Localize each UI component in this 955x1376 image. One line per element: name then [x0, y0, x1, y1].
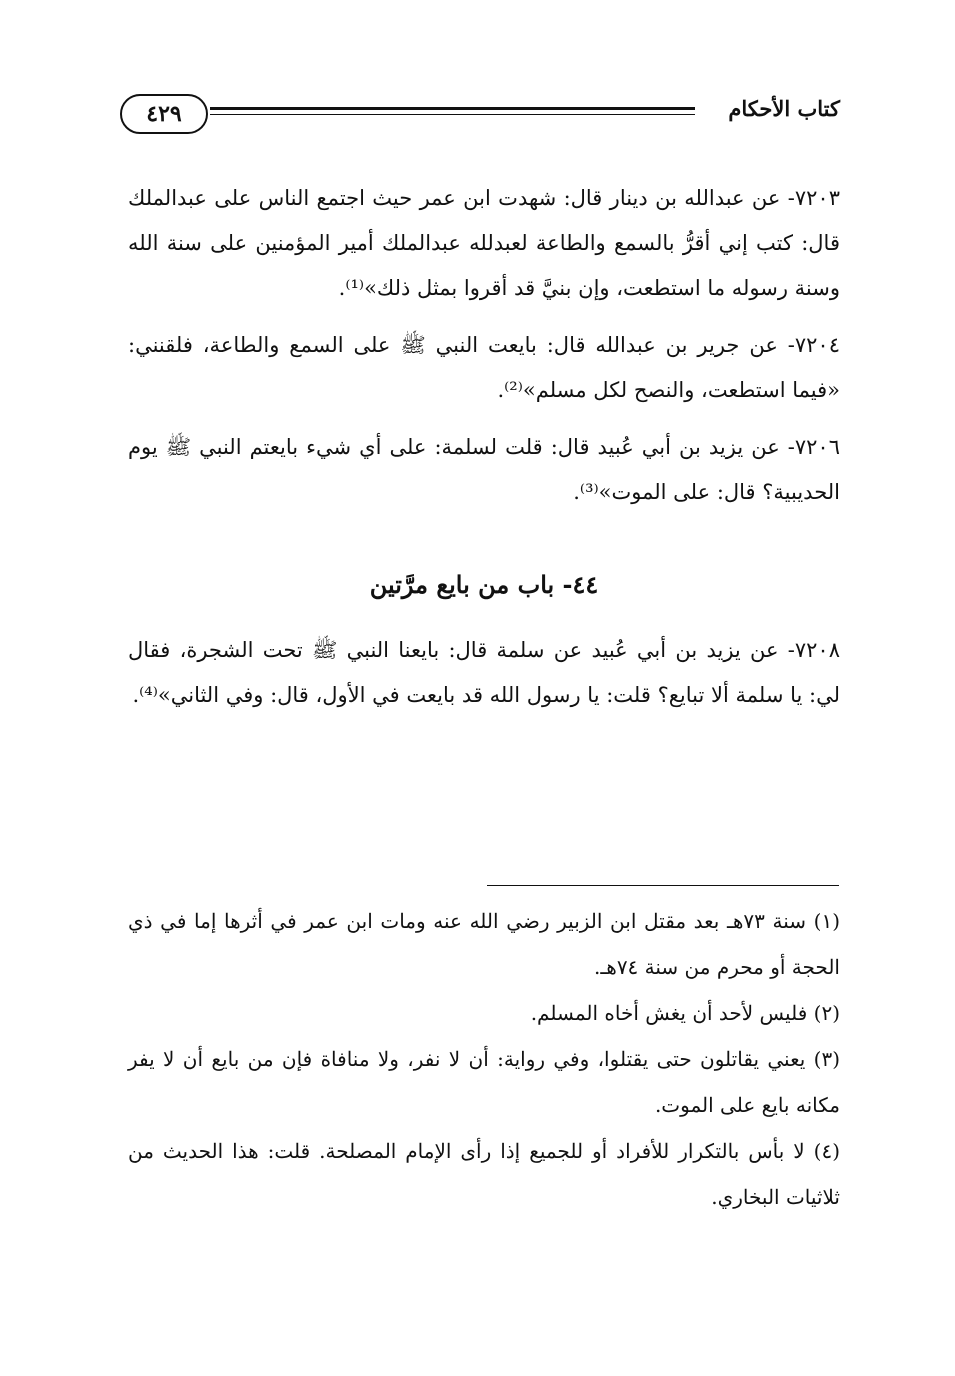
footnote-2: (٢) فليس لأحد أن يغش أخاه المسلم.: [530, 1001, 840, 1025]
footnote-4: (٤) لا بأس بالتكرار للأفراد أو للجميع إذا رأى الإمام المصلحة. قلت: هذا الحديث من ثلاثيات البخاري.: [128, 1139, 840, 1209]
hadith-7208: ٧٢٠٨- عن يزيد بن أبي عُبيد عن سلمة قال: بايعنا النبي ﷺ تحت الشجرة، فقال لي: يا سلمة ألا تبايع؟ قلت: يا رسول الله قد بايعت في الأول، قال: وفي الثاني»⁽⁴⁾.: [128, 638, 840, 707]
header-rule-thin: [210, 114, 695, 115]
chapter-title: ٤٤- باب من بايع مرَّتين: [369, 570, 599, 599]
footnote-divider: [487, 885, 839, 886]
footnotes: [128, 898, 840, 1220]
hadith-7206: ٧٢٠٦- عن يزيد بن أبي عُبيد قال: قلت لسلمة: على أي شيء بايعتم النبي ﷺ يوم الحديبية؟ قال: على الموت»⁽³⁾.: [128, 435, 840, 504]
footnote-3: (٣) يعني يقاتلون حتى يقتلوا، وفي رواية: أن لا نفر، ولا منافاة فإن من بايع أن لا يفر مكانه بايع على الموت.: [128, 1047, 840, 1117]
hadith-7204: ٧٢٠٤- عن جرير بن عبدالله قال: بايعت النبي ﷺ على السمع والطاعة، فلقنني: «فيما استطعت، والنصح لكل مسلم»⁽²⁾.: [128, 333, 840, 402]
hadith-7203: ٧٢٠٣- عن عبدالله بن دينار قال: شهدت ابن عمر حيث اجتمع الناس على عبدالملك قال: كتب إني أقرُّ بالسمع والطاعة لعبدلله عبدالملك أمير المؤمنين على سنة الله وسنة رسوله ما استطعت، وإن بنيَّ قد أقروا بمثل ذلك»⁽¹⁾.: [128, 186, 840, 300]
hadith-list-top: [128, 176, 840, 527]
page-header: [120, 94, 840, 142]
page-number: ٤٢٩: [120, 94, 208, 134]
header-rule-thick: [210, 107, 695, 110]
hadith-list-bottom: [128, 628, 840, 730]
header-rule: [210, 107, 695, 119]
book-title: كتاب الأحكام: [728, 96, 840, 121]
footnote-1: (١) سنة ٧٣هـ بعد مقتل ابن الزبير رضي الله عنه ومات ابن عمر في أثرها إما في ذي الحجة أو محرم من سنة ٧٤هـ.: [128, 909, 840, 979]
